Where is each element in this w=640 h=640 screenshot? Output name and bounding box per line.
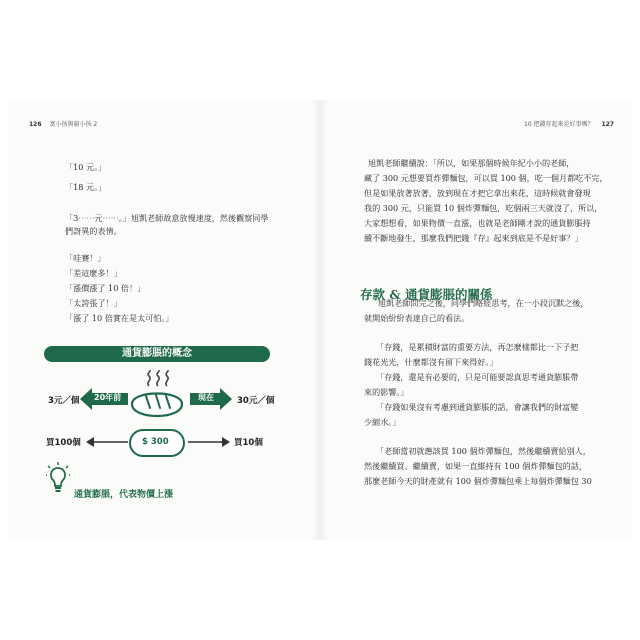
lightbulb-icon bbox=[46, 462, 70, 494]
left-page bbox=[8, 100, 320, 540]
present-price: 30元／個 bbox=[237, 396, 275, 406]
text-line: 然後繼續買、繼續賣，如果一直維持有 100 個炸彈麵包的話， bbox=[364, 461, 587, 471]
text-line: 「存錢如果沒有考慮到通貨膨脹的話，會讓我們的財富變 bbox=[376, 402, 579, 412]
book-spread bbox=[8, 100, 632, 540]
left-running-title: 富小孩與窮小孩 2 bbox=[49, 121, 98, 128]
text-line: 「老師當初就應該買 100 個炸彈麵包，然後繼續賣給別人， bbox=[376, 446, 591, 456]
right-qty: 買10個 bbox=[234, 438, 263, 448]
left-qty-arrow bbox=[86, 436, 128, 448]
left-qty: 買100個 bbox=[46, 438, 81, 448]
text-line: 「3⋯⋯元⋯⋯。」旭凱老師故意放慢速度，然後觀察同學 bbox=[65, 213, 269, 223]
text-line: 「存錢，還是有必要的，只是可能要認真思考通貨膨脹帶 bbox=[376, 372, 579, 382]
text-line: 就開始紛紛表達自己的看法。 bbox=[364, 313, 470, 323]
concept-caption: 通貨膨脹，代表物價上漲 bbox=[74, 490, 174, 500]
right-page bbox=[320, 100, 632, 540]
right-running-title: 10 把錢存起來是好事嗎？ bbox=[524, 121, 594, 128]
text-line: 「18 元。」 bbox=[65, 182, 107, 192]
text-line: 們訝異的表情。 bbox=[65, 226, 122, 236]
text-line: 「差這麼多！」 bbox=[65, 268, 122, 278]
text-line: 旭凱老師繼續說：「所以，如果那個時候年紀小小的老師， bbox=[368, 158, 575, 168]
right-qty-arrow bbox=[188, 436, 230, 448]
past-price: 3元／個 bbox=[48, 396, 80, 406]
text-line: 那麼老師今天的財產就有 100 個炸彈麵包乘上每個炸彈麵包 30 bbox=[364, 476, 592, 486]
text-line: 來的影響。」 bbox=[364, 387, 409, 397]
left-page-number: 126 bbox=[29, 121, 42, 128]
bread-icon bbox=[128, 384, 186, 424]
text-line: 大家想想看，如果物價一直漲，也就是老師剛才說的通貨膨脹持 bbox=[364, 218, 591, 228]
diagram-title-banner: 通貨膨脹的概念 bbox=[44, 346, 270, 362]
text-line: 「存錢，是累積財富的重要方法，再怎麼樣都比一下子把 bbox=[376, 342, 579, 352]
text-line: 「太誇張了！」 bbox=[65, 298, 122, 308]
text-line: 但是如果放著放著，放到現在才把它拿出來花，這時候就會發現 bbox=[364, 188, 591, 198]
right-page-number: 127 bbox=[601, 121, 614, 128]
section-heading: 存款 & 通貨膨脹的關係 bbox=[360, 287, 493, 302]
text-line: 我的 300 元，只能買 10 個炸彈麵包，吃個兩三天就沒了，所以， bbox=[364, 203, 603, 213]
text-line: 「10 元。」 bbox=[65, 162, 107, 172]
left-running-head bbox=[29, 119, 97, 128]
text-line: 少縮水。」 bbox=[364, 417, 401, 427]
text-line: 錢花光光，什麼都沒有留下來得好。」 bbox=[364, 357, 498, 367]
right-running-head bbox=[524, 119, 614, 128]
text-line: 藏了 300 元想要買炸彈麵包，可以買 100 個，吃一個月都吃不完， bbox=[364, 173, 608, 183]
text-line: 續不斷地發生，那麼我們把錢『存』起來到底是不是好事？」 bbox=[364, 233, 583, 243]
money-label: $ 300 bbox=[142, 437, 169, 447]
text-line: 「哇賽！」 bbox=[65, 253, 106, 263]
present-label: 現在 bbox=[198, 393, 214, 402]
text-line: 「漲價漲了 10 倍！」 bbox=[65, 283, 146, 293]
text-line: 旭凱老師問完之後，同學們略經思考，在一小段沉默之後， bbox=[378, 298, 589, 308]
past-label: 20年前 bbox=[94, 393, 122, 402]
text-line: 「漲了 10 倍實在是太可怕。」 bbox=[65, 313, 174, 323]
